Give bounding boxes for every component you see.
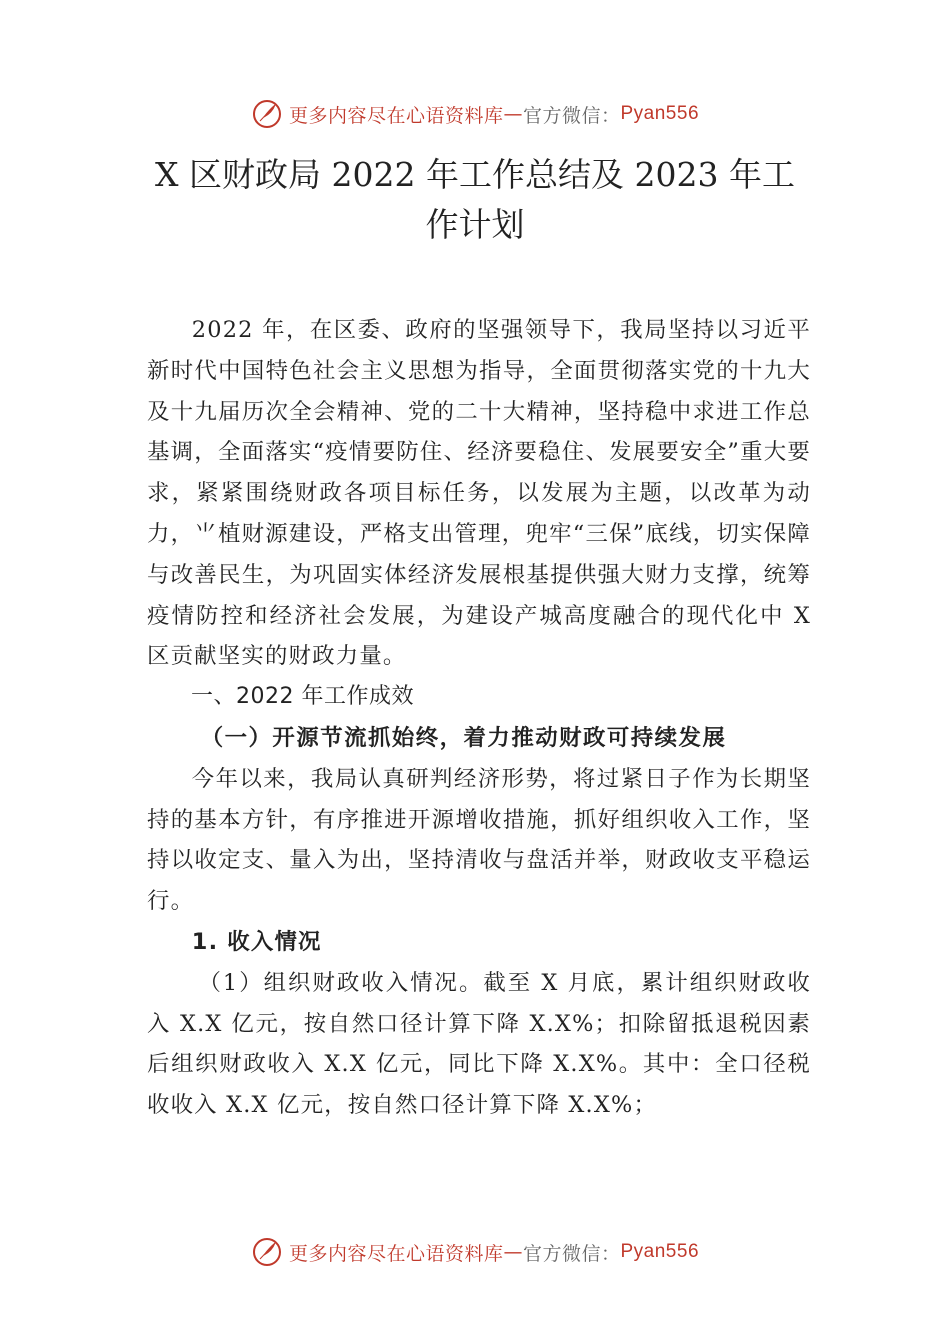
document-title: X 区财政局 2022 年工作总结及 2023 年工作计划 bbox=[155, 155, 795, 244]
watermark-wechat-label: 官方微信： bbox=[522, 1242, 621, 1265]
intro-paragraph: 2022 年，在区委、政府的坚强领导下，我局坚持以习近平新时代中国特色社会主义思想为指导，全面贯彻落实党的十九大及十九届历次全会精神、党的二十大精神，坚持稳中求进工作总基调，全面落实“疫情要防住、经济要稳住、发展要安全”重大要求，紧紧围绕财政各项目标任务，以发展为主题，以改革为动力，⺌植财源建设，严格支出管理，兜牢“三保”底线，切实保障与改善民生，为巩固实体经济发展根基提供强大财力支撑，统筹疫情防控和经济社会发展，为建设产城高度融合的现代化中 X 区贡献坚实的财政力量。 bbox=[147, 317, 811, 670]
subsection-paragraph: 今年以来，我局认真研判经济形势，将过紧日子作为长期坚持的基本方针，有序推进开源增收措施，抓好组织收入工作，坚持以收定支、量入为出，坚持清收与盘活并举，财政收支平稳运行。 bbox=[147, 765, 811, 915]
feather-seal-icon bbox=[251, 98, 283, 130]
item-heading: 1. 收入情况 bbox=[191, 928, 322, 955]
watermark-wechat-label: 官方微信： bbox=[522, 104, 621, 127]
section-heading: 一、2022 年工作成效 bbox=[191, 684, 414, 710]
document-body bbox=[147, 310, 811, 1126]
watermark-library-text: 更多内容尽在心语资料库 bbox=[288, 1242, 504, 1265]
watermark-footer bbox=[0, 1232, 950, 1272]
watermark-wechat-id: Pyan556 bbox=[620, 1241, 700, 1262]
watermark-wechat-id: Pyan556 bbox=[620, 103, 700, 124]
item-paragraph: （1）组织财政收入情况。截至 X 月底，累计组织财政收入 X.X 亿元，按自然口径计算下降 X.X%；扣除留抵退税因素后组织财政收入 X.X 亿元，同比下降 X.X%。其中：全口径税收收入 X.X 亿元，按自然口径计算下降 X.X%； bbox=[147, 969, 811, 1119]
watermark-dash: — bbox=[503, 103, 523, 125]
subsection-heading: （一）开源节流抓始终，着力推动财政可持续发展 bbox=[200, 724, 727, 751]
watermark-header bbox=[0, 94, 950, 134]
watermark-dash: — bbox=[503, 1241, 523, 1263]
watermark-library-text: 更多内容尽在心语资料库 bbox=[288, 104, 504, 127]
feather-seal-icon bbox=[251, 1236, 283, 1268]
